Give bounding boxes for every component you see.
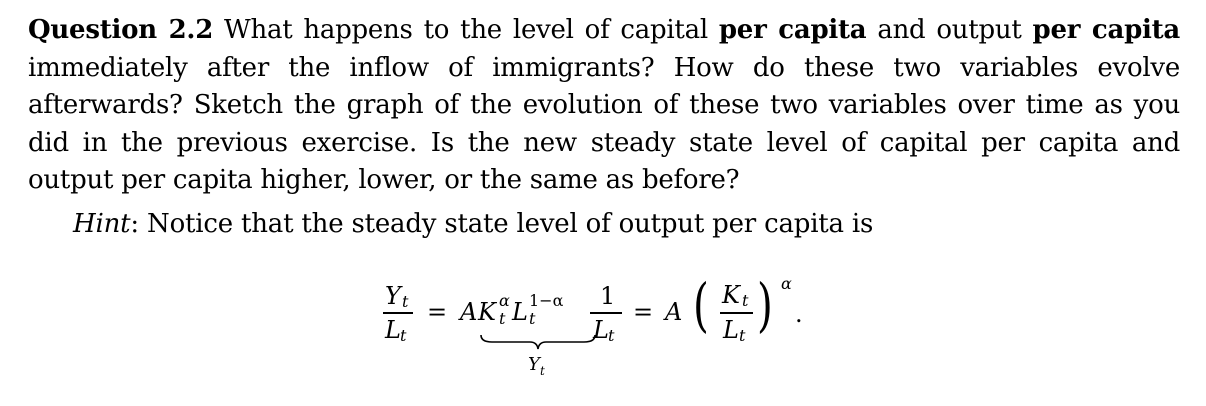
question-bold-per-capita-1: per capita [718,15,867,45]
lhs-denominator-sub: t [400,326,407,345]
lhs-fraction-bar [383,312,413,314]
rhs-denominator-sub: t [739,326,746,345]
equals-sign-1: = [427,298,448,326]
inner-numerator-one: 1 [600,282,616,310]
term-k: K [478,298,496,326]
inner-fraction-bar [590,312,622,314]
term-l: L [512,298,528,326]
rhs-exponent-alpha: α [781,274,792,293]
equation-period: . [795,300,803,328]
lhs-numerator-sub: t [402,292,409,311]
rhs-numerator-sub: t [742,291,749,310]
underbrace-label-sub: t [540,364,545,378]
question-text-1: What happens to the level of capital [213,15,719,45]
close-parenthesis: ) [757,271,773,339]
inner-denominator-sub: t [608,326,615,345]
rhs-numerator-k: K [722,281,740,309]
open-parenthesis: ( [693,271,709,339]
term-a: A [460,298,478,326]
underbrace [480,333,596,351]
equals-sign-2: = [633,298,654,326]
k-subscript-t: t [499,309,506,328]
question-bold-per-capita-2: per capita [1032,15,1181,45]
lhs-numerator-y: Y [385,282,401,310]
question-label: Question 2.2 [28,15,214,45]
rhs-term-a: A [665,298,683,326]
rhs-denominator-l: L [723,316,739,344]
k-exponent-alpha: α [499,291,510,310]
question-text-2: and output [866,15,1033,45]
underbrace-label-y: Y [528,354,540,375]
lhs-denominator-l: L [385,316,401,344]
l-exponent-one-minus-alpha: 1−α [529,291,564,310]
rhs-fraction-bar [720,312,753,314]
l-subscript-t: t [529,309,536,328]
inner-denominator-l: L [593,316,609,344]
hint-label: Hint [73,209,131,239]
question-text-3: immediately after the inflow of immigrants? How do these two variables evolve afterwards? Sketch the graph of the evolution of these two variables over time as you did in the previous exercise. Is the new steady state level of capital per capita and output per capita higher, lower, or the same as before? [28,52,1180,195]
hint-text: : Notice that the steady state level of output per capita is [130,209,874,239]
